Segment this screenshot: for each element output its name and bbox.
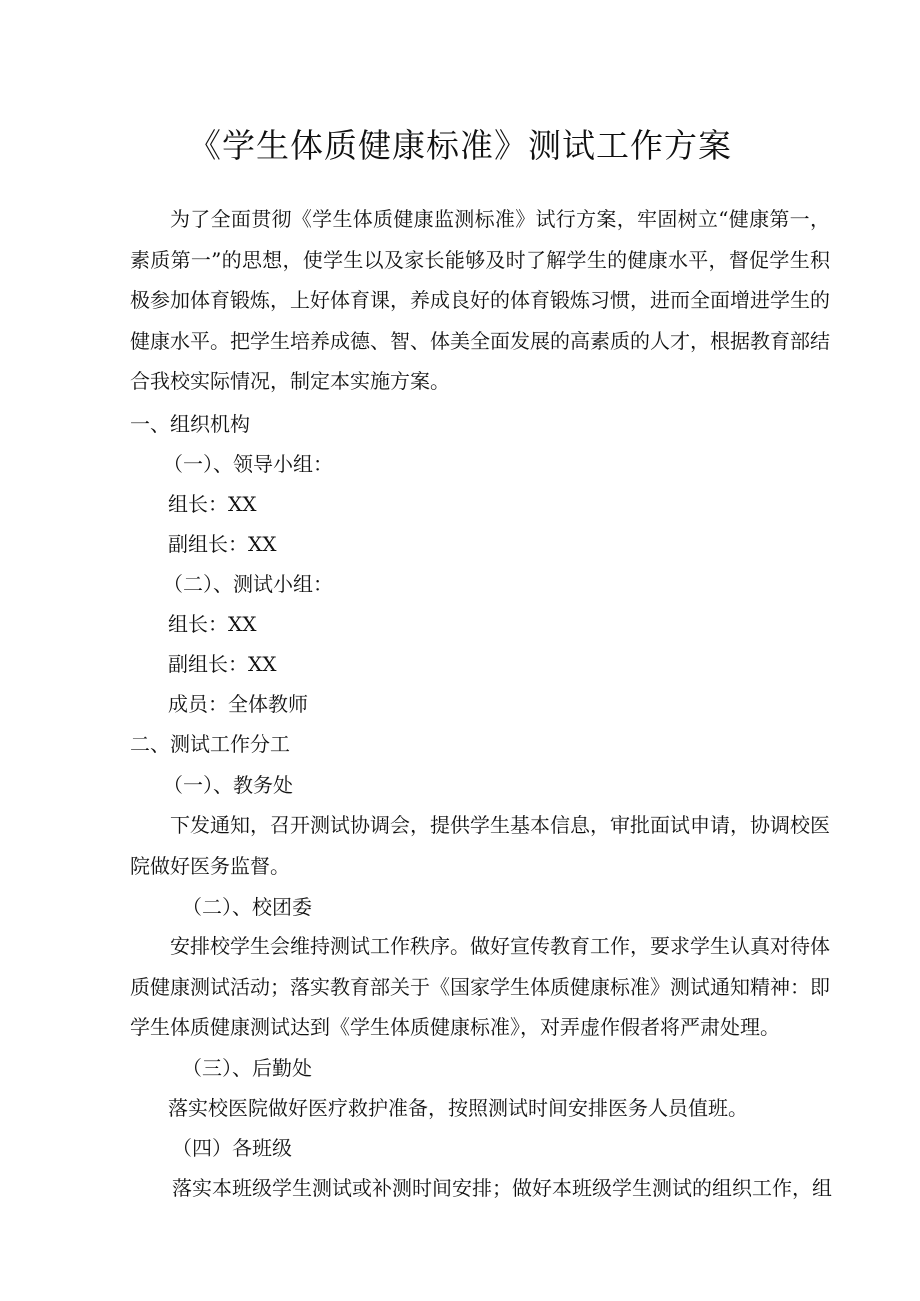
document-title: 《学生体质健康标准》测试工作方案 xyxy=(188,126,732,165)
testing-group-heading: （二）、测试小组： xyxy=(163,572,333,596)
leadership-group-vice-leader: 副组长：XX xyxy=(168,532,277,556)
section-2-heading: 二、测试工作分工 xyxy=(130,732,290,756)
leadership-group-leader: 组长：XX xyxy=(168,492,257,516)
testing-group-vice-leader: 副组长：XX xyxy=(168,652,277,676)
youth-league-text: 安排校学生会维持测试工作秩序。做好宣传教育工作，要求学生认真对待体质健康测试活动；落实教育部关于《国家学生体质健康标准》测试通知精神：即学生体质健康测试达到《学生体质健康标准》，对弄虚作假者将严肃处理。 xyxy=(130,934,830,1040)
testing-group-members: 成员：全体教师 xyxy=(168,692,308,716)
intro-paragraph: 为了全面贯彻《学生体质健康监测标准》试行方案，牢固树立“健康第一，素质第一”的思想，使学生以及家长能够及时了解学生的健康水平，督促学生积极参加体育锻炼，上好体育课，养成良好的体育锻炼习惯，进而全面增进学生的健康水平。把学生培养成德、智、体美全面发展的高素质的人才，根据教育部结合我校实际情况，制定本实施方案。 xyxy=(130,207,830,394)
youth-league-heading: （二）、校团委 xyxy=(182,895,312,919)
logistics-text: 落实校医院做好医疗救护准备，按照测试时间安排医务人员值班。 xyxy=(168,1096,748,1120)
logistics-heading: （三）、后勤处 xyxy=(182,1056,312,1080)
leadership-group-heading: （一）、领导小组： xyxy=(163,452,333,476)
testing-group-leader: 组长：XX xyxy=(168,612,257,636)
academic-affairs-heading: （一）、教务处 xyxy=(163,773,293,797)
section-1-heading: 一、组织机构 xyxy=(130,412,250,436)
classes-heading: （四）各班级 xyxy=(172,1136,292,1160)
academic-affairs-text: 下发通知，召开测试协调会，提供学生基本信息，审批面试申请，协调校医院做好医务监督。 xyxy=(130,813,830,878)
classes-text: 落实本班级学生测试或补测时间安排；做好本班级学生测试的组织工作，组 xyxy=(172,1176,832,1200)
